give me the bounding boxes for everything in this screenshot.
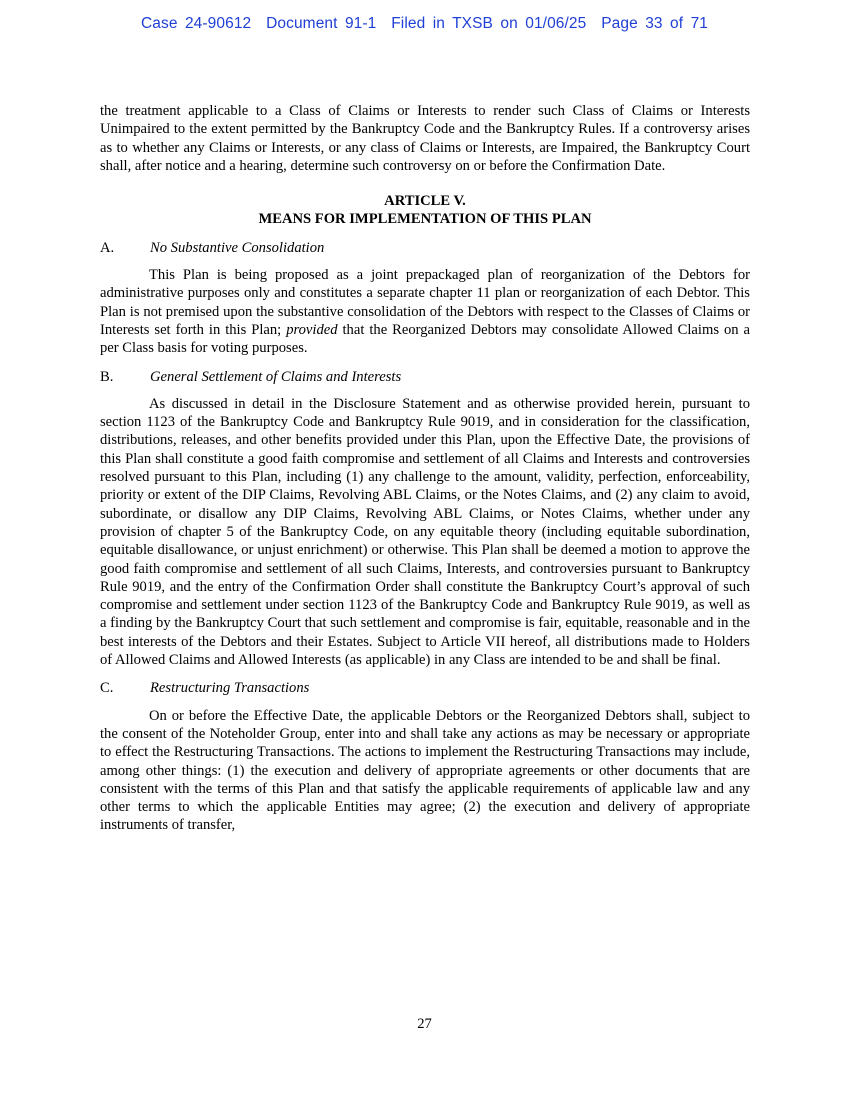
intro-paragraph: the treatment applicable to a Class of Claims or Interests to render such Class of Claims or Interests Unimpaired to the extent permitted by the Bankruptcy Code and the Bankruptcy Rules. If a controversy arises as to whether any Claims or Interests, or any class of Claims or Interests, are Impaired, the Bankruptcy Court shall, after notice and a hearing, determine such controversy on or before the Confirmation Date. [100,103,750,174]
section-title: Restructuring Transactions [150,680,310,697]
section-heading-a [100,239,750,257]
filed-info: Filed in TXSB on 01/06/25 [391,15,587,32]
section-letter: C. [100,680,114,697]
article-number: ARTICLE V. [384,193,466,210]
section-a-body: This Plan is being proposed as a joint prepackaged plan of reorganization of the Debtors for administrative purposes only and constitutes a separate chapter 11 plan or reorganization of each Debtor. This Plan is not premised upon the substantive consolidation of the Debtors with respect to the Classes of Claims or Interests set forth in this Plan; provided that the Reorganized Debtors may consolidate Allowed Claims on a per Class basis for voting purposes. [100,267,750,357]
article-heading [100,192,750,229]
page-number: 27 [417,1016,432,1032]
section-c-body: On or before the Effective Date, the applicable Debtors or the Reorganized Debtors shall, subject to the consent of the Noteholder Group, enter into and shall take any actions as may be necessary or appropriate to effect the Restructuring Transactions. The actions to implement the Restructuring Transactions may include, among other things: (1) the execution and delivery of appropriate agreements or other documents that are consistent with the terms of this Plan and that satisfy the applicable requirements of applicable law and any other terms to which the applicable Entities may agree; (2) the execution and delivery of appropriate instruments of transfer, [100,707,750,834]
section-heading-c [100,679,750,697]
case-number: Case 24-90612 [140,15,252,32]
article-title: MEANS FOR IMPLEMENTATION OF THIS PLAN [258,211,592,228]
filing-header [0,15,849,33]
section-heading-b [100,368,750,386]
section-letter: B. [100,368,114,385]
section-title: General Settlement of Claims and Interests [150,368,402,385]
document-body [100,102,750,835]
section-b-body: As discussed in detail in the Disclosure Statement and as otherwise provided herein, pursuant to section 1123 of the Bankruptcy Code and Bankruptcy Rule 9019, and in consideration for the classification, distributions, releases, and other benefits provided under this Plan, upon the Effective Date, the provisions of this Plan shall constitute a good faith compromise and settlement of all Claims and Interests and controversies resolved pursuant to this Plan, including (1) any challenge to the amount, validity, perfection, enforceability, priority or extent of the DIP Claims, Revolving ABL Claims, or the Notes Claims, and (2) any claim to avoid, subordinate, or disallow any DIP Claims, Revolving ABL Claims, or Notes Claims, whether under any provision of chapter 5 of the Bankruptcy Code, on any equitable theory (including equitable subordination, equitable disallowance, or unjust enrichment) or otherwise. This Plan shall be deemed a motion to approve the good faith compromise and settlement of all such Claims, Interests, and controversies pursuant to Bankruptcy Rule 9019, and the entry of the Confirmation Order shall constitute the Bankruptcy Court’s approval of such compromise and settlement under section 1123 of the Bankruptcy Code and Bankruptcy Rule 9019, as well as a finding by the Bankruptcy Court that such settlement and compromise is fair, equitable, reasonable and in the best interests of the Debtors and their Estates. Subject to Article VII hereof, all distributions made to Holders of Allowed Claims and Allowed Interests (as applicable) in any Class are intended to be and shall be final. [100,395,750,669]
section-letter: A. [100,239,115,256]
document-number: Document 91-1 [266,15,377,32]
section-title: No Substantive Consolidation [150,239,325,256]
page-info: Page 33 of 71 [601,15,709,32]
